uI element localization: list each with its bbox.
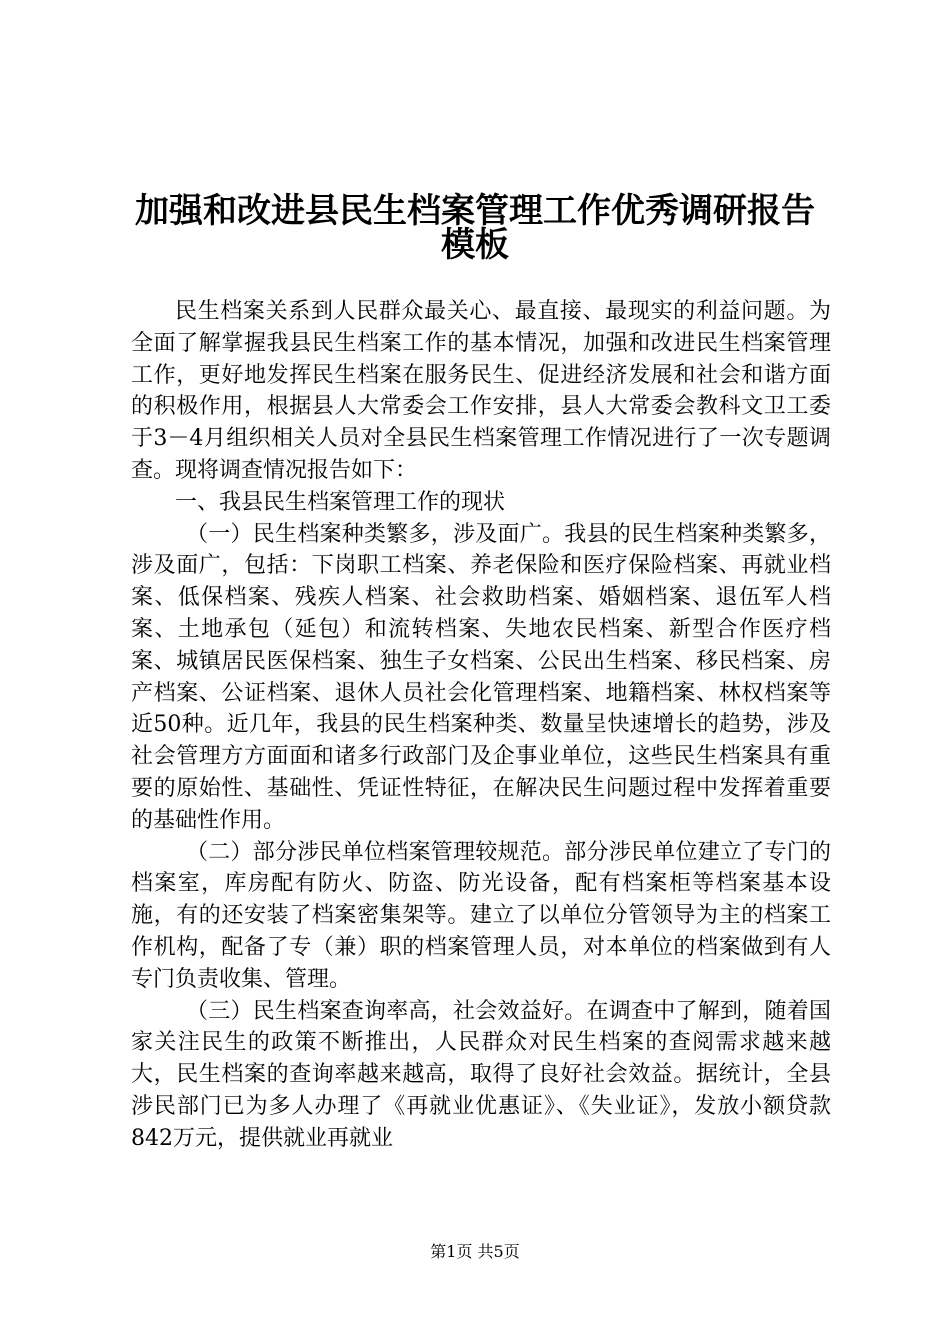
document-title-line-1: 加强和改进县民生档案管理工作优秀调研报告 [135,191,815,231]
intro-paragraph: 民生档案关系到人民群众最关心、最直接、最现实的利益问题。为全面了解掌握我县民生档案工作的基本情况，加强和改进民生档案管理工作，更好地发挥民生档案在服务民生、促进经济发展和社会和谐方面的积极作用，根据县人大常委会工作安排，县人大常委会教科文卫工委于3－4月组织相关人员对全县民生档案管理工作情况进行了一次专题调查。现将调查情况报告如下： [131,299,831,483]
subsection-paragraph-2: （二）部分涉民单位档案管理较规范。部分涉民单位建立了专门的档案室，库房配有防火、防盗、防光设备，配有档案柜等档案基本设施，有的还安装了档案密集架等。建立了以单位分管领导为主的档案工作机构，配备了专（兼）职的档案管理人员，对本单位的档案做到有人专门负责收集、管理。 [131,839,831,992]
document-body [131,296,831,1155]
subsection-paragraph-1: （一）民生档案种类繁多，涉及面广。我县的民生档案种类繁多，涉及面广，包括：下岗职工档案、养老保险和医疗保险档案、再就业档案、低保档案、残疾人档案、社会救助档案、婚姻档案、退伍军人档案、土地承包（延包）和流转档案、失地农民档案、新型合作医疗档案、城镇居民医保档案、独生子女档案、公民出生档案、移民档案、房产档案、公证档案、退休人员社会化管理档案、地籍档案、林权档案等近50种。近几年，我县的民生档案种类、数量呈快速增长的趋势，涉及社会管理方方面面和诸多行政部门及企事业单位，这些民生档案具有重要的原始性、基础性、凭证性特征，在解决民生问题过程中发挥着重要的基础性作用。 [131,521,831,833]
subsection-paragraph-3: （三）民生档案查询率高，社会效益好。在调查中了解到，随着国家关注民生的政策不断推出，人民群众对民生档案的查阅需求越来越大，民生档案的查询率越来越高，取得了良好社会效益。据统计，全县涉民部门已为多人办理了《再就业优惠证》、《失业证》，发放小额贷款842万元，提供就业再就业 [131,998,831,1151]
section-heading-1: 一、我县民生档案管理工作的现状 [175,489,506,515]
document-title-line-2: 模板 [441,225,509,265]
page-number-footer: 第1页 共5页 [430,1242,520,1261]
